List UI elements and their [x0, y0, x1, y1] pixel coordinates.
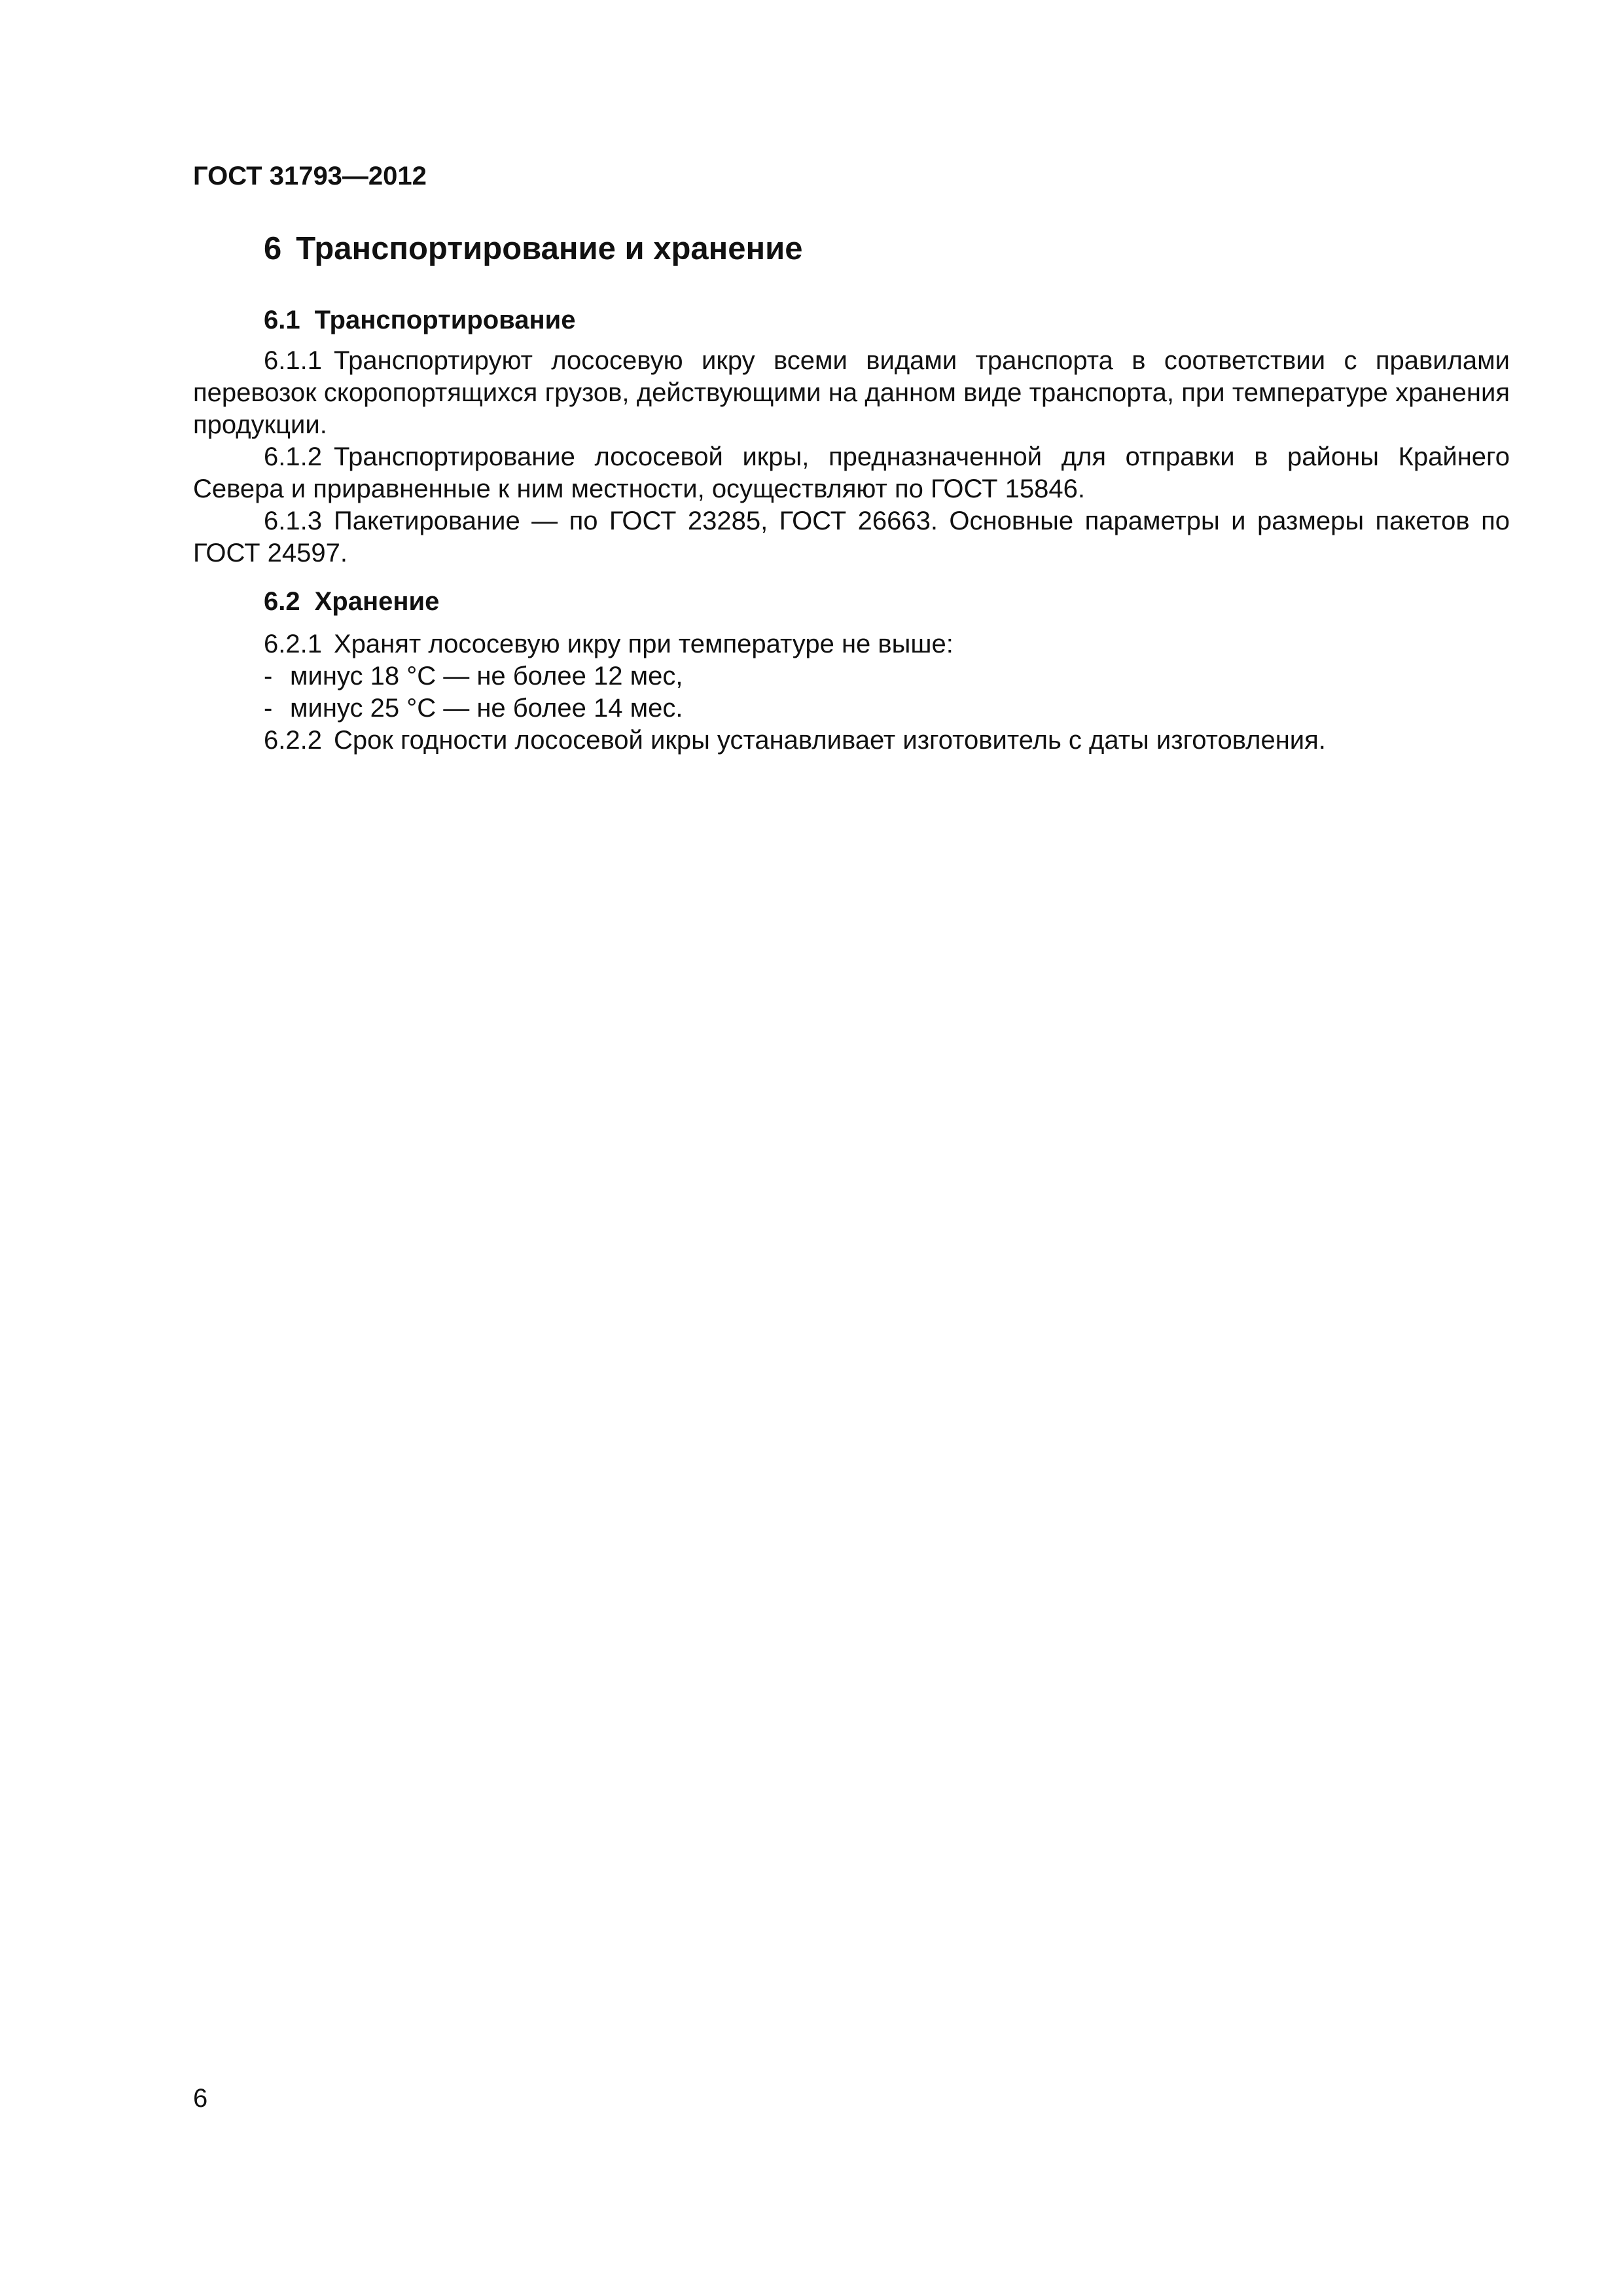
- item-text: Транспортируют лососевую икру всеми видами транспорта в соответствии с правилами перевозок скоропортящихся грузов, действующими на данном виде транспорта, при температуре хранения продукции.: [193, 346, 1510, 439]
- list-item-text: минус 18 °С — не более 12 мес,: [290, 662, 683, 691]
- page-number: 6: [193, 2084, 208, 2113]
- subsection-title-text: Транспортирование: [314, 306, 576, 334]
- document-code: ГОСТ 31793—2012: [193, 162, 427, 190]
- list-item: - минус 25 °С — не более 14 мес.: [264, 694, 683, 723]
- subsection-title-text: Хранение: [314, 587, 440, 616]
- item-number: 6.1.3: [264, 507, 322, 535]
- item-number: 6.2.1: [264, 630, 322, 658]
- item-text: Срок годности лососевой икры устанавливает изготовитель с даты изготовления.: [333, 726, 1326, 755]
- item-text: Пакетирование — по ГОСТ 23285, ГОСТ 26663. Основные параметры и размеры пакетов по ГОСТ 24597.: [193, 507, 1510, 567]
- paragraph-6-1-2: [193, 441, 1510, 505]
- item-text: Хранят лососевую икру при температуре не выше:: [333, 630, 954, 658]
- item-number: 6.1.2: [264, 442, 322, 471]
- list-item-text: минус 25 °С — не более 14 мес.: [290, 694, 683, 723]
- paragraph-6-1-3: [193, 505, 1510, 569]
- section-heading: [264, 230, 802, 267]
- subsection-number: 6.1: [264, 306, 300, 334]
- paragraph-6-1-1: [193, 345, 1510, 441]
- paragraph-6-2-2: [264, 726, 1326, 755]
- section-number: 6: [264, 231, 282, 266]
- subsection-heading-transport: [264, 306, 575, 335]
- list-item: - минус 18 °С — не более 12 мес,: [264, 662, 683, 691]
- item-number: 6.2.2: [264, 726, 322, 755]
- subsection-number: 6.2: [264, 587, 300, 616]
- item-text: Транспортирование лососевой икры, предназначенной для отправки в районы Крайнего Севера и приравненные к ним местности, осуществляют по ГОСТ 15846.: [193, 442, 1510, 503]
- item-number: 6.1.1: [264, 346, 322, 375]
- paragraph-6-2-1: [264, 630, 954, 659]
- subsection-heading-storage: [264, 587, 439, 617]
- section-title-text: Транспортирование и хранение: [296, 231, 803, 266]
